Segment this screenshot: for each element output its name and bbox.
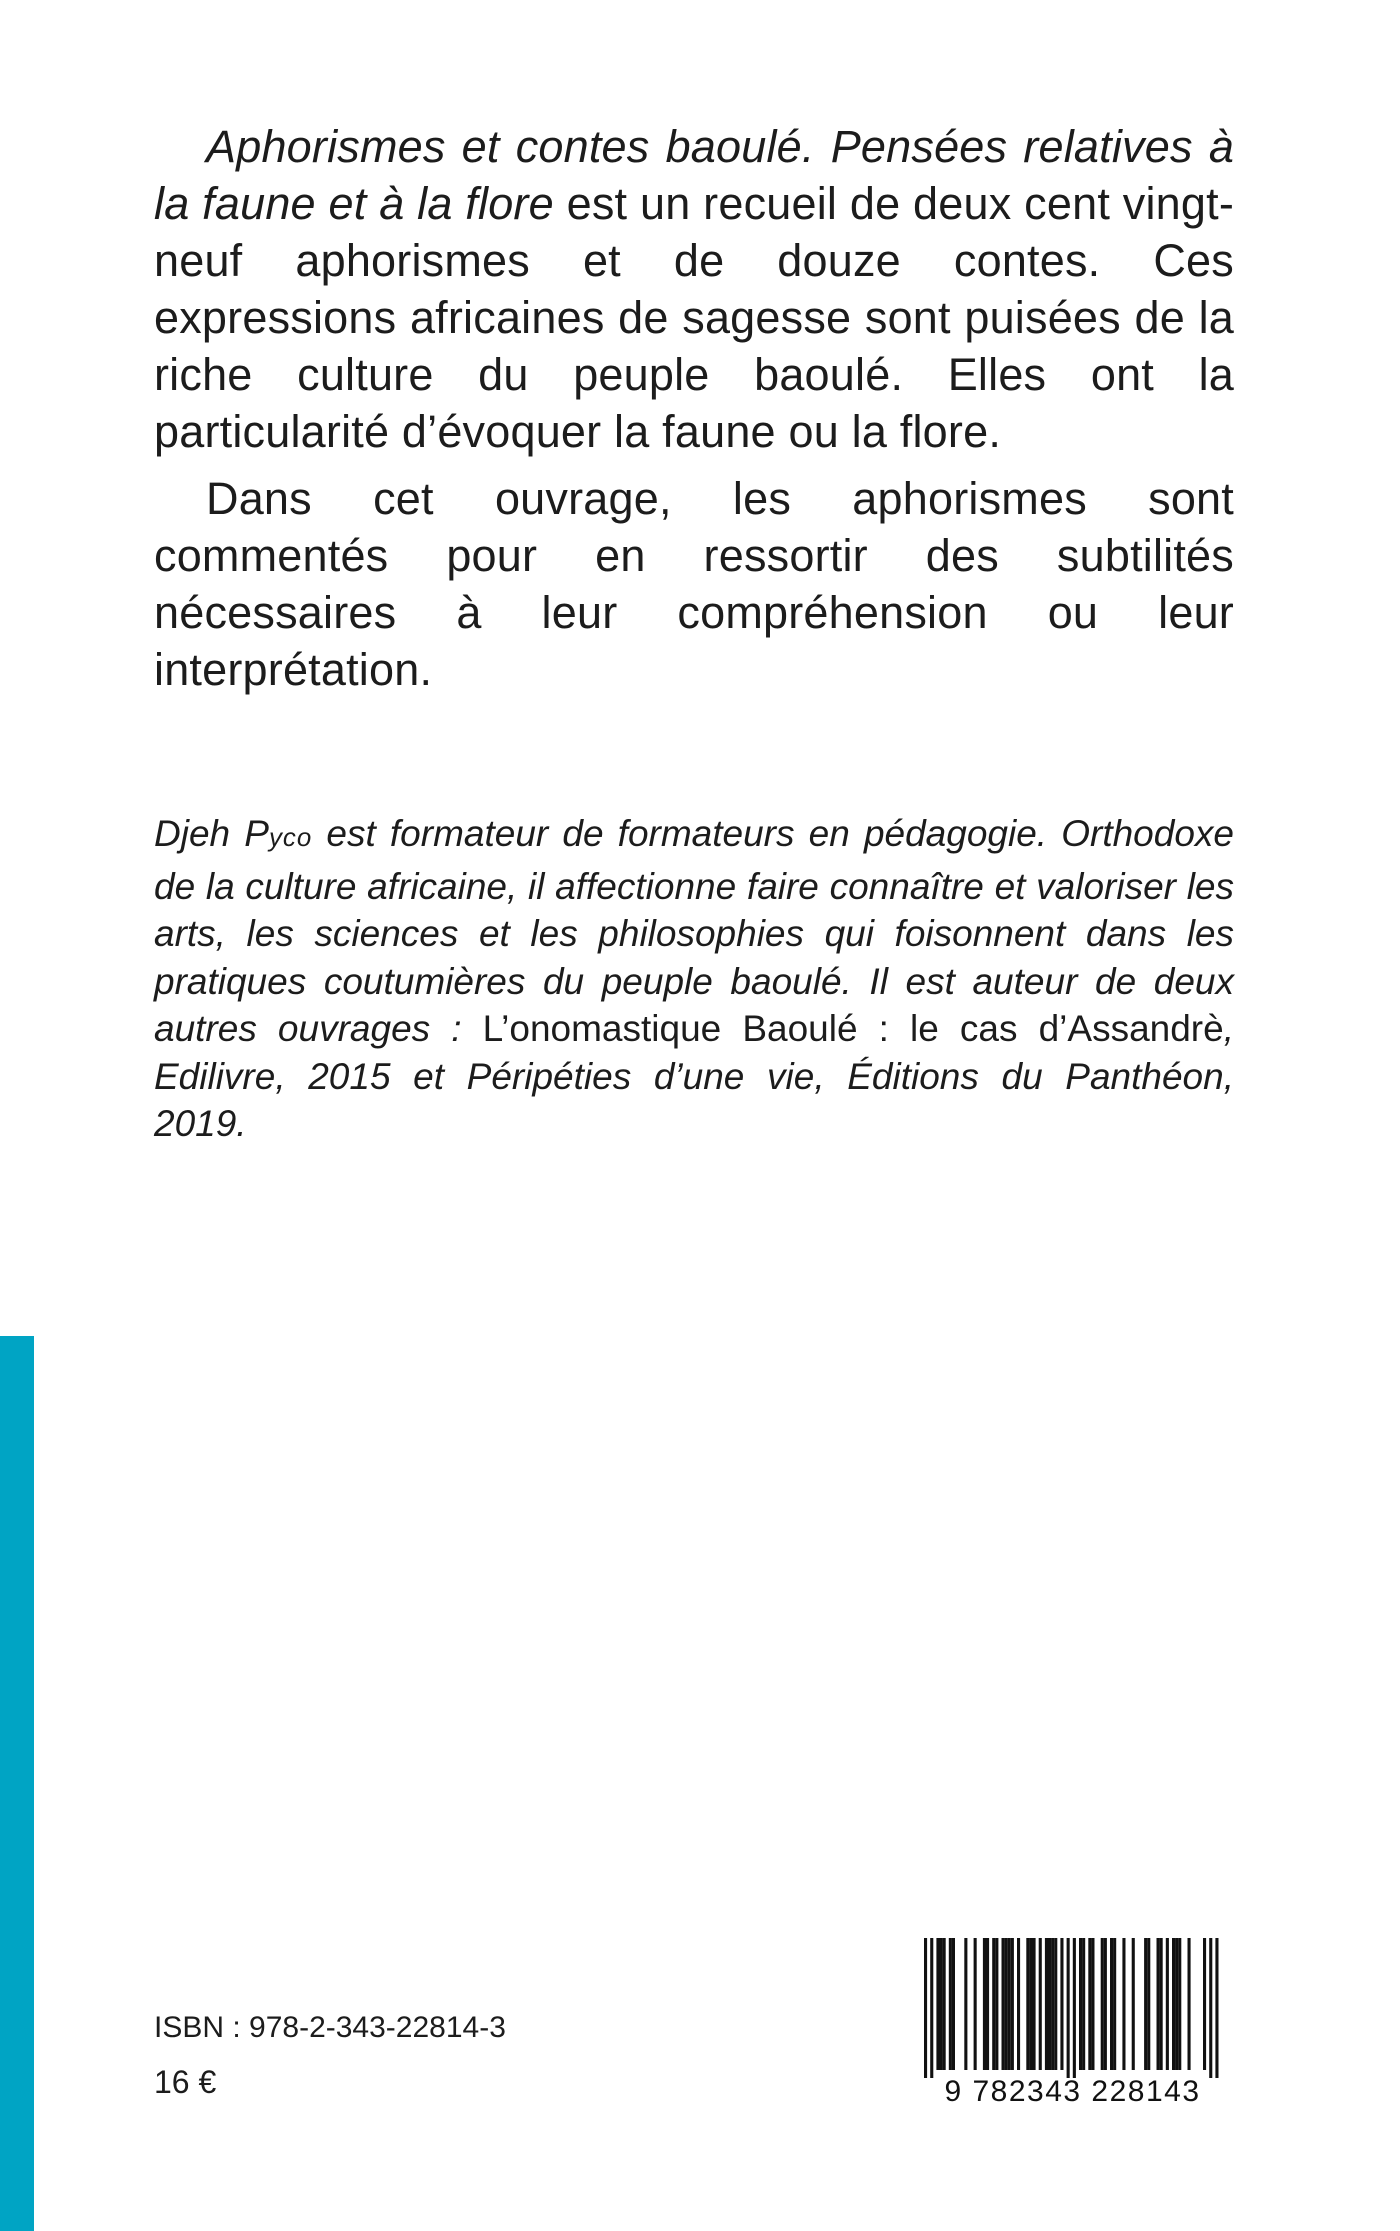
barcode-bar bbox=[1051, 1938, 1054, 2070]
barcode-bar bbox=[1011, 1938, 1014, 2070]
barcode-bar bbox=[930, 1938, 933, 2078]
author-name bbox=[154, 813, 312, 854]
blurb-paragraph-1 bbox=[154, 118, 1234, 460]
barcode-bar bbox=[1005, 1938, 1008, 2070]
barcode-bar bbox=[1203, 1938, 1206, 2070]
barcode-bar bbox=[986, 1938, 989, 2070]
book2-publisher: , Éditions du Panthéon, 2019. bbox=[154, 1055, 1234, 1144]
barcode-bar bbox=[983, 1938, 986, 2070]
author-last-name-smallcaps: yco bbox=[268, 824, 313, 852]
accent-side-bar bbox=[0, 1336, 34, 2231]
barcode-bar bbox=[1045, 1938, 1048, 2070]
barcode-bar bbox=[1147, 1938, 1150, 2070]
book1-publisher: , Edilivre, 2015 et bbox=[154, 1008, 1234, 1097]
barcode-bar bbox=[1026, 1938, 1029, 2070]
barcode-bar bbox=[974, 1938, 977, 2070]
barcode-bar bbox=[1144, 1938, 1147, 2070]
barcode-bar bbox=[1178, 1938, 1181, 2070]
author-bio-paragraph bbox=[154, 810, 1234, 1148]
barcode-bar bbox=[1132, 1938, 1135, 2070]
barcode-bar bbox=[992, 1938, 995, 2070]
author-bio bbox=[154, 810, 1234, 1148]
barcode-bars bbox=[910, 1938, 1235, 2078]
barcode-bar bbox=[1122, 1938, 1125, 2070]
barcode-bar bbox=[1172, 1938, 1175, 2070]
barcode-bar bbox=[1175, 1938, 1178, 2070]
barcode-bar bbox=[952, 1938, 955, 2070]
barcode-bar bbox=[1073, 1938, 1076, 2078]
barcode-bar bbox=[1008, 1938, 1011, 2070]
book-blurb bbox=[154, 118, 1234, 698]
barcode-bar bbox=[995, 1938, 998, 2070]
barcode-digits: 9 782343 228143 bbox=[944, 2075, 1201, 2108]
barcode-bar bbox=[1166, 1938, 1169, 2070]
book1-title: L’onomastique Baoulé : le cas d’Assandrè bbox=[482, 1008, 1224, 1049]
barcode-bar bbox=[943, 1938, 946, 2070]
barcode-bar bbox=[1215, 1938, 1218, 2078]
blurb-paragraph-1-text: est un recueil de deux cent vingt-neuf aphorismes et de douze contes. Ces expressions africaines de sagesse sont puisées de la riche culture du peuple baoulé. Elles ont la particularité d’évoquer la faune ou la flore. bbox=[154, 178, 1235, 457]
barcode-bar bbox=[1002, 1938, 1005, 2070]
book2-title: Péripéties d’une vie bbox=[466, 1055, 815, 1097]
barcode-bar bbox=[1029, 1938, 1032, 2070]
barcode bbox=[910, 1938, 1235, 2106]
barcode-bar bbox=[1039, 1938, 1042, 2070]
barcode-bar bbox=[1160, 1938, 1163, 2070]
barcode-bar bbox=[936, 1938, 939, 2070]
barcode-bar bbox=[1188, 1938, 1191, 2070]
barcode-bar bbox=[1209, 1938, 1212, 2078]
author-last-initial: P bbox=[244, 813, 269, 854]
isbn-label: ISBN : 978-2-343-22814-3 bbox=[154, 2011, 506, 2044]
barcode-bar bbox=[1067, 1938, 1070, 2078]
barcode-bar bbox=[1110, 1938, 1113, 2070]
barcode-bar bbox=[940, 1938, 943, 2070]
barcode-bar bbox=[1101, 1938, 1104, 2070]
barcode-bar bbox=[1033, 1938, 1036, 2070]
barcode-bar bbox=[964, 1938, 967, 2070]
barcode-bar bbox=[924, 1938, 927, 2078]
barcode-bar bbox=[1079, 1938, 1082, 2070]
barcode-bar bbox=[1060, 1938, 1063, 2070]
blurb-book-title: Aphorismes et contes baoulé. Pensées relatives à la faune et à la flore bbox=[154, 121, 1234, 229]
barcode-bar bbox=[1082, 1938, 1085, 2070]
price-label: 16 € bbox=[154, 2064, 217, 2100]
barcode-bar bbox=[1104, 1938, 1107, 2070]
barcode-bar bbox=[1017, 1938, 1020, 2070]
blurb-paragraph-2: Dans cet ouvrage, les aphorismes sont commentés pour en ressortir des subtilités nécessaires à leur compréhension ou leur interprétation. bbox=[154, 473, 1234, 695]
barcode-bar bbox=[1054, 1938, 1057, 2070]
barcode-bar bbox=[1113, 1938, 1116, 2070]
author-bio-text: est formateur de formateurs en pédagogie. Orthodoxe de la culture africaine, il affectionne faire connaître et valoriser les arts, les sciences et les philosophies qui foisonnent dans les pratiques coutumières du peuple baoulé. Il est auteur de deux autres ouvrages : bbox=[154, 813, 1234, 1049]
barcode-bar bbox=[1048, 1938, 1051, 2070]
barcode-bar bbox=[1088, 1938, 1091, 2070]
barcode-bar bbox=[1091, 1938, 1094, 2070]
author-first-name: Djeh bbox=[154, 813, 245, 854]
barcode-bar bbox=[949, 1938, 952, 2070]
barcode-bar bbox=[1157, 1938, 1160, 2070]
